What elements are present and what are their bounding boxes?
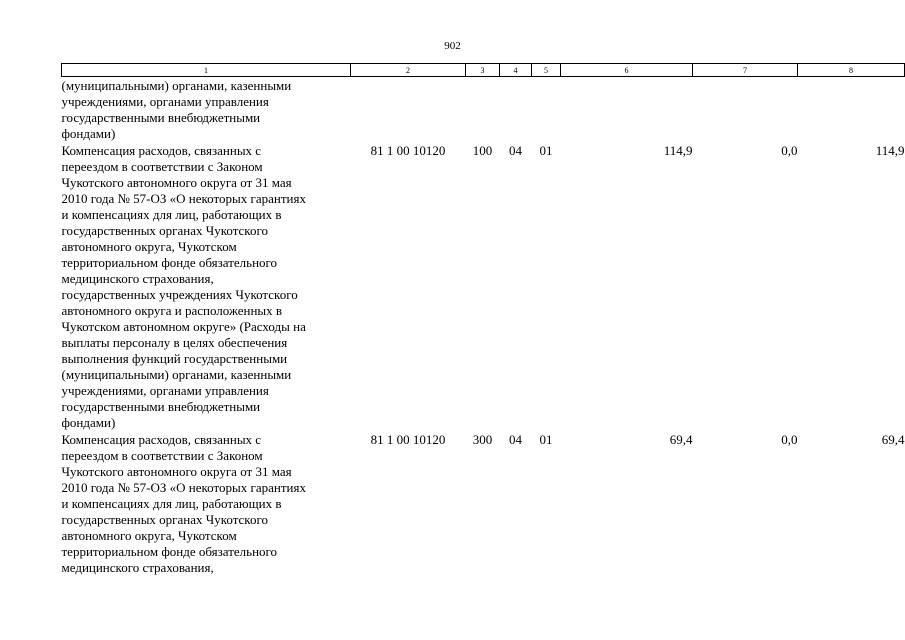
- column-header-4: 4: [500, 64, 532, 77]
- row-subsection: [532, 77, 561, 143]
- row-value-6: 69,4: [669, 432, 693, 447]
- row-value-8: 69,4: [881, 432, 905, 447]
- row-value-7: [693, 77, 798, 143]
- row-section: 04: [509, 432, 522, 447]
- column-header-1: 1: [62, 64, 351, 77]
- row-section: 04: [509, 143, 522, 158]
- row-expense-type: 100: [472, 143, 493, 158]
- row-name: Компенсация расходов, связанных с переездом в соответствии с Законом Чукотского автономного округа от 31 мая 2010 года № 57-ОЗ «О некоторых гарантиях и компенсациях для лиц, работающих в государственных органах Чукотского автономного округа, Чукотском территориальном фонде обязательного медицинского страхования,: [61, 432, 306, 575]
- budget-table: [61, 63, 905, 576]
- column-header-5: 5: [532, 64, 561, 77]
- column-header-3: 3: [466, 64, 500, 77]
- row-value-6: [561, 77, 693, 143]
- table-row: [62, 431, 905, 576]
- column-number-header-row: [62, 64, 905, 77]
- row-subsection: 01: [539, 143, 553, 158]
- row-section: [500, 77, 532, 143]
- row-target-code: 81 1 00 10120: [370, 432, 446, 447]
- row-value-8: 114,9: [875, 143, 905, 158]
- column-header-2: 2: [351, 64, 466, 77]
- row-target-code: 81 1 00 10120: [370, 143, 446, 158]
- table-row: [62, 77, 905, 143]
- row-value-8: [798, 77, 905, 143]
- row-value-7: 0,0: [781, 143, 798, 158]
- column-header-8: 8: [798, 64, 905, 77]
- row-expense-type: 300: [472, 432, 493, 447]
- column-header-7: 7: [693, 64, 798, 77]
- row-target-code: [351, 77, 466, 143]
- row-name: (муниципальными) органами, казенными учреждениями, органами управления государственными внебюджетными фондами): [61, 78, 292, 141]
- row-subsection: 01: [539, 432, 553, 447]
- table-row: [62, 142, 905, 431]
- row-name: Компенсация расходов, связанных с переездом в соответствии с Законом Чукотского автономного округа от 31 мая 2010 года № 57-ОЗ «О некоторых гарантиях и компенсациях для лиц, работающих в государственных органах Чукотского автономного округа, Чукотском территориальном фонде обязательного медицинского страхования, государственных учреждениях Чукотского автономного округа и расположенных в Чукотском автономном округе» (Расходы на выплаты персоналу в целях обеспечения выполнения функций государственными (муниципальными) органами, казенными учреждениями, органами управления государственными внебюджетными фондами): [61, 143, 306, 430]
- row-expense-type: [466, 77, 500, 143]
- page-number: 902: [444, 40, 461, 52]
- column-header-6: 6: [561, 64, 693, 77]
- row-value-6: 114,9: [663, 143, 693, 158]
- row-value-7: 0,0: [781, 432, 798, 447]
